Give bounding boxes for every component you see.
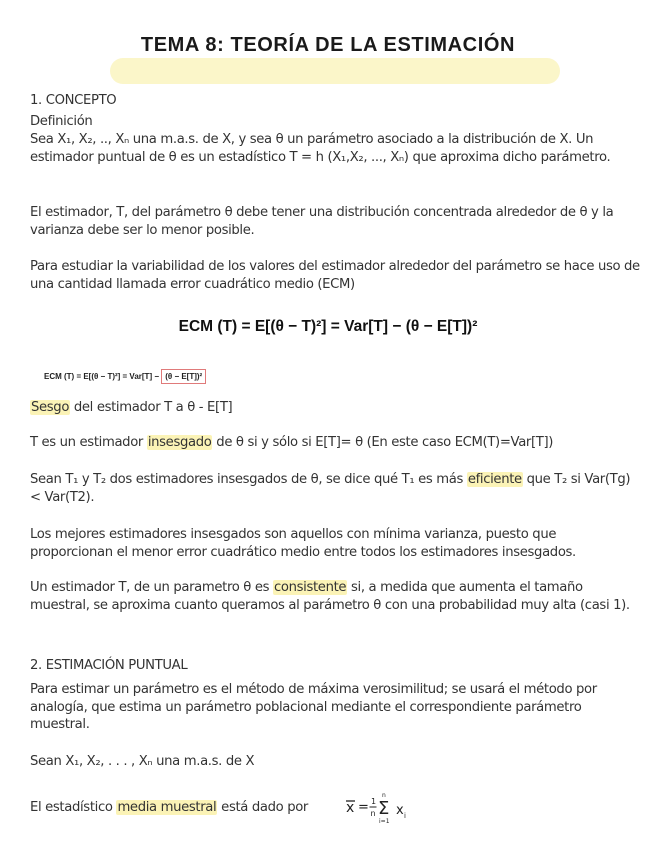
- consistente-pre: Un estimador T, de un parametro θ es: [30, 580, 273, 595]
- mean-lhs: x: [346, 800, 355, 816]
- definition-label: Definición: [30, 114, 93, 129]
- sesgo-rest: del estimador T a θ - E[T]: [70, 400, 233, 415]
- mean-formula: [344, 790, 424, 826]
- paragraph-ecm: Para estudiar la variabilidad de los valores del estimador alrededor del parámetro se hace uso de una cantidad llamada error cuadrático medio (ECM): [30, 259, 640, 292]
- highlight-insesgado: insesgado: [147, 435, 212, 450]
- insesgado-pre: T es un estimador: [30, 435, 147, 450]
- ecm-formula-small: [44, 372, 206, 381]
- paragraph-mejores: Los mejores estimadores insesgados son aquellos con mínima varianza, puesto que proporcionan el menor error cuadrático medio entre todos los estimadores insesgados.: [30, 527, 576, 560]
- mean-frac-num: 1: [371, 797, 377, 806]
- mean-frac-den: n: [370, 809, 376, 818]
- highlight-media-muestral: media muestral: [117, 800, 217, 815]
- mean-term: x: [396, 803, 404, 818]
- highlight-eficiente: eficiente: [467, 472, 522, 487]
- paragraph-metodo: Para estimar un parámetro es el método de máxima verosimilitud; se usará el método por analogía, que estima un parámetro poblacional mediante el correspondiente parámetro muestral.: [30, 682, 597, 732]
- highlight-sesgo: Sesgo: [31, 400, 70, 415]
- title-highlight: [110, 58, 560, 84]
- eficiente-pre: Sean T₁ y T₂ dos estimadores insesgados de θ, se dice qué T₁ es más: [30, 472, 467, 487]
- paragraph-consistente: [30, 579, 640, 614]
- mean-sigma: Σ: [378, 798, 390, 819]
- definition-text: Sea X₁, X₂, .., Xₙ una m.a.s. de X, y sea θ un parámetro asociado a la distribución de X. Un estimador puntual de θ es un estadístico T = h (X₁,X₂, ..., Xₙ) que aproxima dicho parámetro.: [30, 132, 611, 165]
- paragraph-media: [30, 799, 350, 817]
- paragraph-insesgado: [30, 434, 640, 452]
- mean-sum-top: n: [382, 792, 386, 799]
- ecm-formula-small-left: ECM (T) = E[(θ − T)²] = Var[T] −: [44, 372, 162, 381]
- mean-term-sub: i: [404, 812, 406, 820]
- eficiente-post: que T₂ si Var(Tg) < Var(T2).: [30, 472, 631, 505]
- section-heading-estimacion-puntual: 2. ESTIMACIÓN PUNTUAL: [30, 658, 188, 673]
- media-post: está dado por: [217, 800, 309, 815]
- page-title: TEMA 8: TEORÍA DE LA ESTIMACIÓN: [140, 34, 516, 56]
- paragraph-sean: Sean X₁, X₂, . . . , Xₙ una m.a.s. de X: [30, 754, 255, 769]
- section-heading-concepto: 1. CONCEPTO: [30, 93, 117, 108]
- paragraph-concentrada: El estimador, T, del parámetro θ debe tener una distribución concentrada alrededor de θ y la varianza debe ser lo menor posible.: [30, 205, 614, 238]
- mean-sum-bottom: i=1: [379, 818, 390, 825]
- mean-equals: =: [358, 800, 369, 815]
- highlight-consistente: consistente: [274, 580, 347, 595]
- paragraph-eficiente: [30, 471, 640, 506]
- paragraph-sesgo: [30, 399, 640, 417]
- ecm-formula: ECM (T) = E[(θ − T)²] = Var[T] − (θ − E[T])²: [178, 318, 478, 335]
- insesgado-post: de θ si y sólo si E[T]= θ (En este caso ECM(T)=Var[T]): [212, 435, 554, 450]
- media-pre: El estadístico: [30, 800, 117, 815]
- consistente-post: si, a medida que aumenta el tamaño muestral, se aproxima cuanto queramos al parámetro θ con una probabilidad muy alta (casi 1).: [30, 580, 630, 613]
- ecm-formula-small-boxed: (θ − E[T])²: [161, 369, 206, 384]
